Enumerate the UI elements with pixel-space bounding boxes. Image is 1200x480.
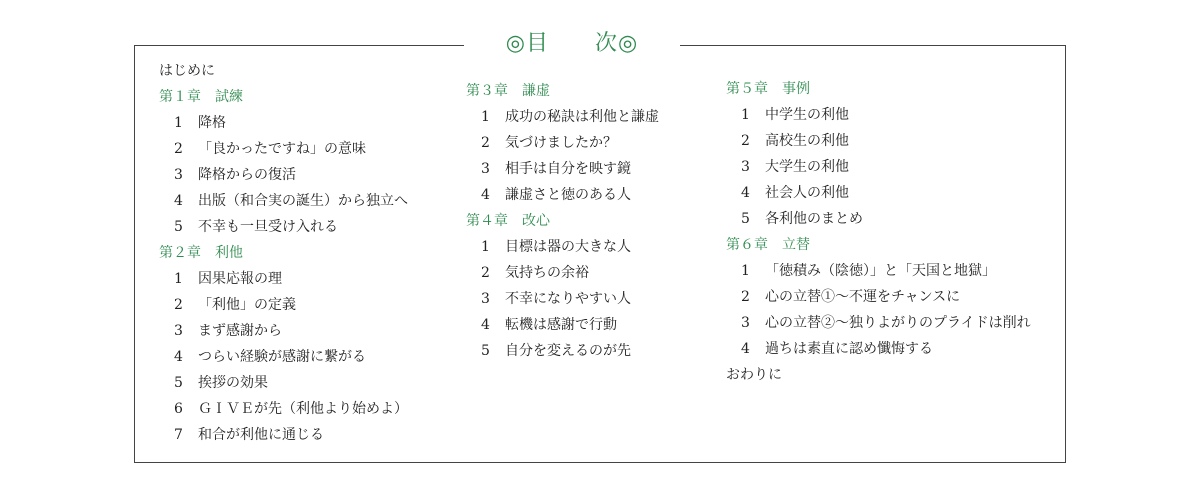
- toc-item[interactable]: [159, 162, 408, 188]
- toc-item-number: 2: [174, 297, 183, 313]
- toc-item-title: まず感謝から: [198, 323, 282, 339]
- chapter-heading[interactable]: 第２章 利他: [159, 245, 243, 261]
- toc-item[interactable]: [159, 292, 408, 318]
- toc-item-title: 心の立替①～不運をチャンスに: [765, 289, 961, 305]
- toc-item-number: 4: [741, 341, 750, 357]
- toc-item-title: 「徳積み（陰徳）」と「天国と地獄」: [765, 263, 996, 279]
- toc-item[interactable]: [466, 182, 659, 208]
- toc-item-title: 「良かったですね」の意味: [198, 141, 366, 157]
- toc-item-number: 3: [174, 167, 183, 183]
- toc-item-number: 2: [741, 289, 750, 305]
- toc-item[interactable]: [726, 258, 1031, 284]
- toc-item[interactable]: [726, 284, 1031, 310]
- toc-item-number: 4: [174, 349, 183, 365]
- chapter-heading[interactable]: 第６章 立替: [726, 237, 810, 253]
- toc-item-title: 気持ちの余裕: [505, 265, 589, 281]
- toc-item-number: 5: [174, 375, 183, 391]
- toc-item-number: 1: [741, 263, 750, 279]
- toc-item-number: 3: [741, 159, 750, 175]
- toc-item-number: 4: [481, 317, 490, 333]
- toc-item-number: 3: [741, 315, 750, 331]
- toc-item-number: 1: [481, 239, 490, 255]
- toc-item[interactable]: [466, 130, 659, 156]
- toc-item-title: 不幸になりやすい人: [505, 291, 631, 307]
- toc-item[interactable]: [466, 234, 659, 260]
- toc-item[interactable]: [159, 396, 408, 422]
- toc-outro[interactable]: おわりに: [726, 367, 782, 383]
- toc-item-title: 転機は感謝で行動: [505, 317, 617, 333]
- toc-item-title: 不幸も一旦受け入れる: [198, 219, 338, 235]
- toc-item[interactable]: [159, 214, 408, 240]
- toc-item-title: ＧＩＶＥが先（利他より始めよ）: [198, 401, 408, 417]
- toc-item-title: 成功の秘訣は利他と謙虚: [505, 109, 659, 125]
- toc-item-number: 5: [741, 211, 750, 227]
- toc-item[interactable]: [159, 370, 408, 396]
- toc-item-title: 降格: [198, 115, 226, 131]
- toc-item-number: 4: [741, 185, 750, 201]
- toc-item[interactable]: [726, 154, 1031, 180]
- toc-item[interactable]: [159, 344, 408, 370]
- toc-item[interactable]: [726, 336, 1031, 362]
- toc-item[interactable]: [159, 422, 408, 448]
- toc-item[interactable]: [726, 102, 1031, 128]
- toc-item[interactable]: [466, 104, 659, 130]
- toc-item-title: 降格からの復活: [198, 167, 296, 183]
- toc-item[interactable]: [726, 206, 1031, 232]
- toc-item[interactable]: [159, 318, 408, 344]
- toc-item-number: 1: [481, 109, 490, 125]
- toc-intro[interactable]: はじめに: [159, 63, 215, 79]
- toc-item-title: 心の立替②～独りよがりのプライドは削れ: [765, 315, 1031, 331]
- toc-item-title: 気づけましたか？: [505, 135, 617, 151]
- toc-item-number: 3: [174, 323, 183, 339]
- toc-column-1: [159, 58, 408, 448]
- toc-column-3: [726, 76, 1031, 388]
- toc-item-title: つらい経験が感謝に繋がる: [198, 349, 366, 365]
- toc-item-number: 1: [741, 107, 750, 123]
- toc-item-title: 目標は器の大きな人: [505, 239, 631, 255]
- toc-item[interactable]: [466, 338, 659, 364]
- toc-item[interactable]: [159, 266, 408, 292]
- toc-item-title: 高校生の利他: [765, 133, 849, 149]
- toc-item[interactable]: [159, 136, 408, 162]
- toc-item-title: 相手は自分を映す鏡: [505, 161, 631, 177]
- toc-item-title: 中学生の利他: [765, 107, 849, 123]
- toc-item-number: 6: [174, 401, 183, 417]
- toc-item-number: 3: [481, 291, 490, 307]
- toc-item-number: 4: [174, 193, 183, 209]
- toc-item-title: 謙虚さと徳のある人: [505, 187, 631, 203]
- toc-item-number: 3: [481, 161, 490, 177]
- toc-item-number: 1: [174, 115, 183, 131]
- toc-column-2: [466, 78, 659, 364]
- toc-item[interactable]: [159, 110, 408, 136]
- toc-item-title: 社会人の利他: [765, 185, 849, 201]
- toc-item-number: 7: [174, 427, 183, 443]
- toc-item[interactable]: [726, 128, 1031, 154]
- toc-item-title: 出版（和合実の誕生）から独立へ: [198, 193, 408, 209]
- toc-item-number: 2: [174, 141, 183, 157]
- toc-item-number: 5: [481, 343, 490, 359]
- toc-item-title: 和合が利他に通じる: [198, 427, 324, 443]
- chapter-heading[interactable]: 第４章 改心: [466, 213, 550, 229]
- toc-item-title: 「利他」の定義: [198, 297, 296, 313]
- toc-item[interactable]: [466, 312, 659, 338]
- toc-item-title: 自分を変えるのが先: [505, 343, 631, 359]
- toc-item-number: 5: [174, 219, 183, 235]
- toc-item[interactable]: [726, 180, 1031, 206]
- chapter-heading[interactable]: 第１章 試練: [159, 89, 243, 105]
- toc-item[interactable]: [466, 286, 659, 312]
- toc-item-title: 因果応報の理: [198, 271, 282, 287]
- toc-item[interactable]: [726, 310, 1031, 336]
- toc-item-title: 挨拶の効果: [198, 375, 268, 391]
- toc-item-title: 過ちは素直に認め懺悔する: [765, 341, 933, 357]
- toc-item[interactable]: [466, 156, 659, 182]
- toc-item-number: 2: [481, 265, 490, 281]
- toc-item-number: 1: [174, 271, 183, 287]
- toc-item-number: 2: [481, 135, 490, 151]
- toc-item[interactable]: [159, 188, 408, 214]
- chapter-heading[interactable]: 第５章 事例: [726, 81, 810, 97]
- toc-item-number: 2: [741, 133, 750, 149]
- toc-title: ◎目 次◎: [464, 26, 680, 62]
- toc-item-title: 大学生の利他: [765, 159, 849, 175]
- chapter-heading[interactable]: 第３章 謙虚: [466, 83, 550, 99]
- toc-item[interactable]: [466, 260, 659, 286]
- toc-item-title: 各利他のまとめ: [765, 211, 863, 227]
- toc-item-number: 4: [481, 187, 490, 203]
